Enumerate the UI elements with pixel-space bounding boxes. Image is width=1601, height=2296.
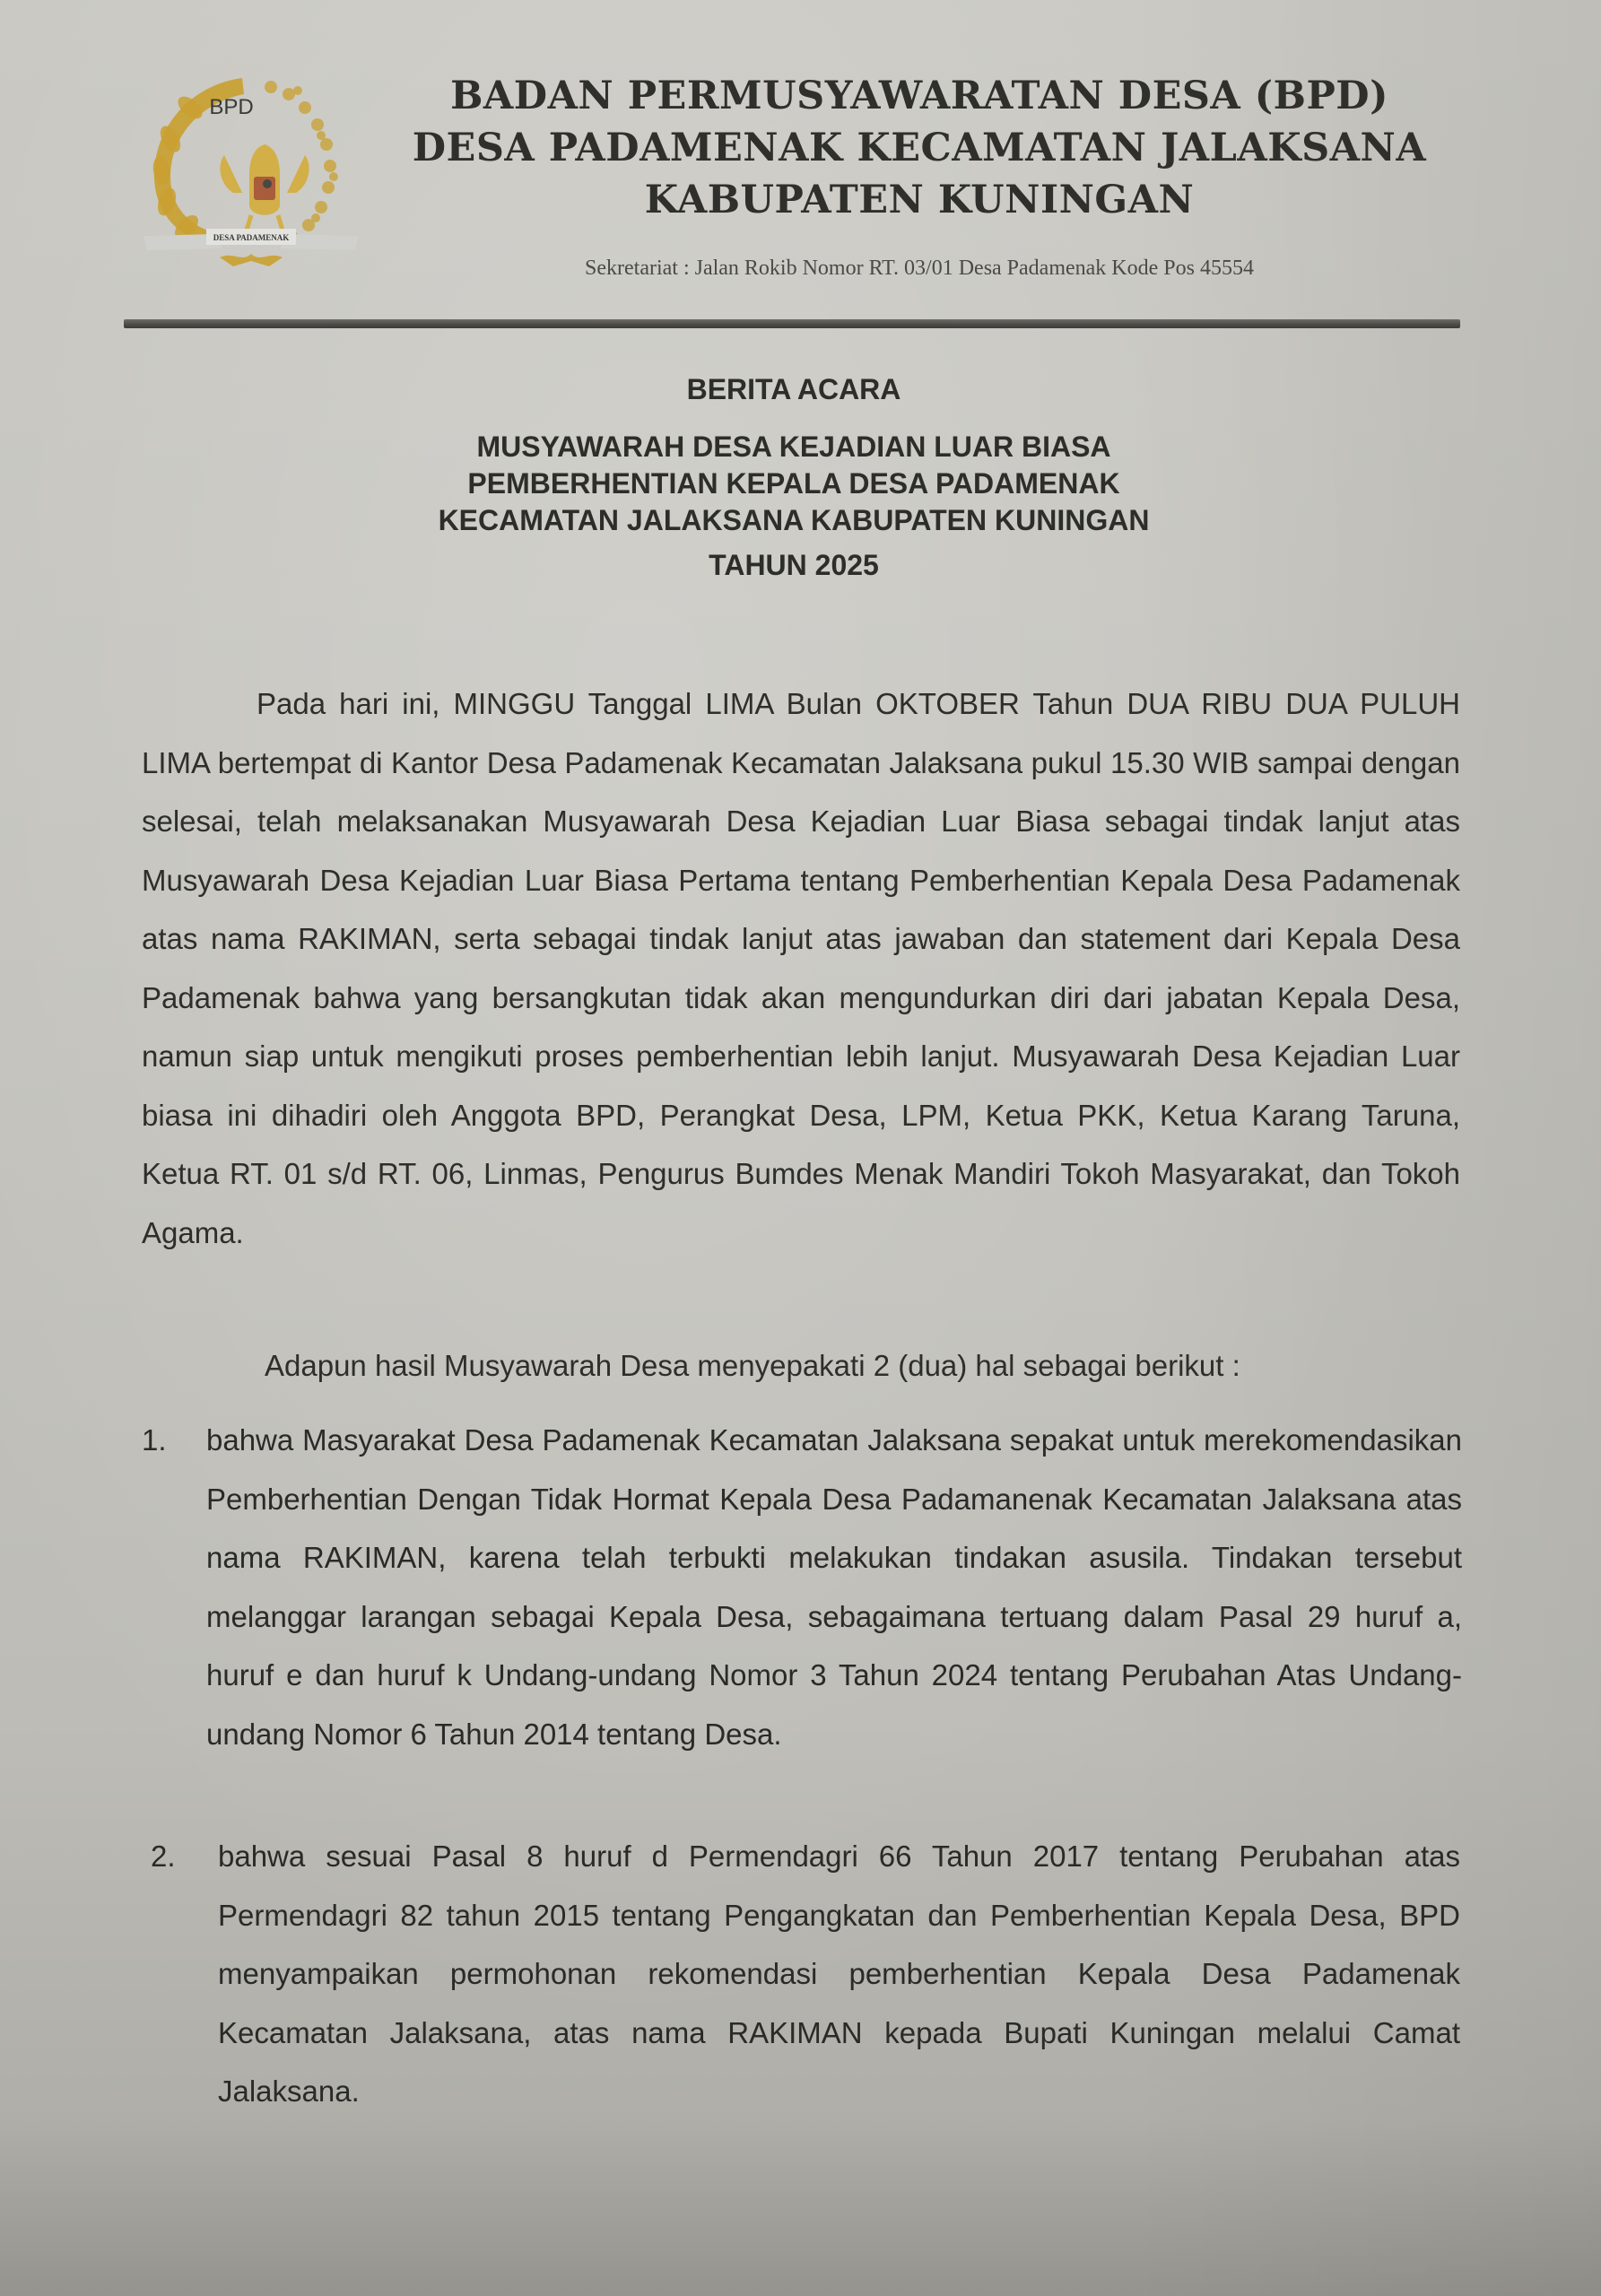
document-subtitle-line: KECAMATAN JALAKSANA KABUPATEN KUNINGAN (438, 504, 1150, 536)
document-subtitle-line: PEMBERHENTIAN KEPALA DESA PADAMENAK (467, 467, 1120, 500)
opening-paragraph: Pada hari ini, MINGGU Tanggal LIMA Bulan OKTOBER Tahun DUA RIBU DUA PULUH LIMA bertempat di Kantor Desa Padamenak Kecamatan Jalaksana pukul 15.30 WIB sampai dengan selesai, telah melaksanakan Musyawarah Desa Kejadian Luar Biasa sebagai tindak lanjut atas Musyawarah Desa Kejadian Luar Biasa Pertama tentang Pemberhentian Kepala Desa Padamenak atas nama RAKIMAN, serta sebagai tindak lanjut atas jawaban dan statement dari Kepala Desa Padamenak bahwa yang bersangkutan tidak akan mengundurkan diri dari jabatan Kepala Desa, namun siap untuk mengikuti proses pemberhentian lebih lanjut. Musyawarah Desa Kejadian Luar biasa ini dihadiri oleh Anggota BPD, Perangkat Desa, LPM, Ketua PKK, Ketua Karang Taruna, Ketua RT. 01 s/d RT. 06, Linmas, Pengurus Bumdes Menak Mandiri Tokoh Masyarakat, dan Tokoh Agama. (142, 687, 1460, 1249)
regency-name: KABUPATEN KUNINGAN (644, 178, 1195, 222)
paper-shadow (0, 2117, 1601, 2296)
svg-text:DESA PADAMENAK: DESA PADAMENAK (213, 233, 290, 242)
list-item-text: bahwa sesuai Pasal 8 huruf d Permendagri 66 Tahun 2017 tentang Perubahan atas Permendagri 82 tahun 2015 tentang Pengangkatan dan Pemberhentian Kepala Desa, BPD menyampaikan permohonan rekomendasi pemberhentian Kepala Desa Padamenak Kecamatan Jalaksana, atas nama RAKIMAN kepada Bupati Kuningan melalui Camat Jalaksana. (218, 1839, 1460, 2108)
list-number: 1. (142, 1423, 167, 1457)
organization-name: BADAN PERMUSYAWARATAN DESA (BPD) (450, 74, 1388, 118)
document-title: BERITA ACARA (686, 373, 901, 405)
bpd-logo (135, 58, 368, 283)
document-year: TAHUN 2025 (709, 549, 879, 581)
secretariat-address: Sekretariat : Jalan Rokib Nomor RT. 03/01 Desa Padamenak Kode Pos 45554 (585, 257, 1254, 280)
letterhead-divider (124, 319, 1460, 328)
document-subtitle-line: MUSYAWARAH DESA KEJADIAN LUAR BIASA (476, 430, 1111, 463)
village-name: DESA PADAMENAK KECAMATAN JALAKSANA (412, 126, 1427, 170)
list-item-text: bahwa Masyarakat Desa Padamenak Kecamatan Jalaksana sepakat untuk merekomendasikan Pemberhentian Dengan Tidak Hormat Kepala Desa Padamanenak Kecamatan Jalaksana atas nama RAKIMAN, karena telah terbukti melakukan tindakan asusila. Tindakan tersebut melanggar larangan sebagai Kepala Desa, sebagaimana tertuang dalam Pasal 29 huruf a, huruf e dan huruf k Undang-undang Nomor 3 Tahun 2024 tentang Perubahan Atas Undang-undang Nomor 6 Tahun 2014 tentang Desa. (206, 1423, 1462, 1751)
svg-text:BPD: BPD (209, 95, 254, 119)
garuda-wreath-icon (135, 58, 368, 283)
list-number: 2. (151, 1839, 176, 1873)
agreement-intro: Adapun hasil Musyawarah Desa menyepakati 2 (dua) hal sebagai berikut : (265, 1349, 1240, 1382)
